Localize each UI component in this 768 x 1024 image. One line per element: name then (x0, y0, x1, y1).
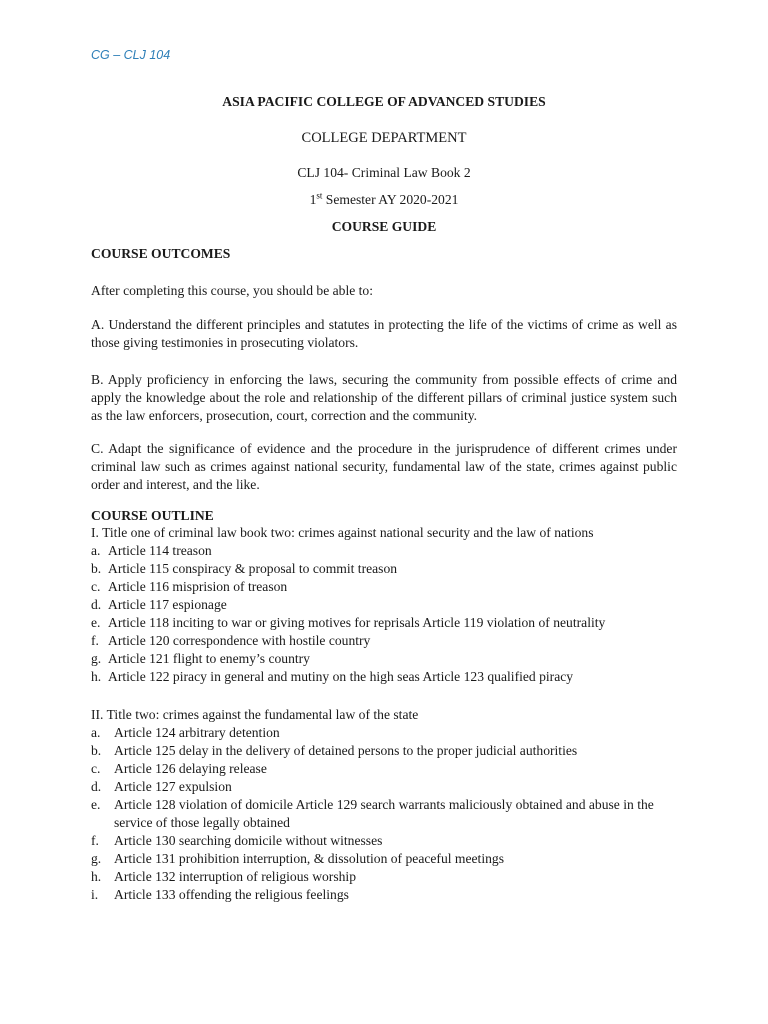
list-item (91, 850, 677, 868)
semester-text: Semester AY 2020-2021 (322, 192, 459, 207)
list-item-text: Article 118 inciting to war or giving motives for reprisals Article 119 violation of neutrality (108, 615, 606, 630)
list-item (91, 886, 677, 904)
list-item (91, 668, 677, 686)
header-course-code: CG – CLJ 104 (91, 48, 171, 62)
list-item (91, 578, 677, 596)
list-item-text: Article 132 interruption of religious worship (114, 869, 356, 884)
list-marker: g. (91, 851, 102, 866)
list-item-text: Article 116 misprision of treason (108, 579, 288, 594)
list-item-text: Article 133 offending the religious feelings (114, 887, 349, 902)
list-item-text: Article 131 prohibition interruption, & dissolution of peaceful meetings (114, 851, 504, 866)
list-item (91, 650, 677, 668)
list-item-text: Article 122 piracy in general and mutiny on the high seas Article 123 qualified piracy (108, 669, 574, 684)
list-item-text: Article 125 delay in the delivery of detained persons to the proper judicial authorities (114, 743, 578, 758)
list-marker: f. (91, 833, 99, 848)
outcome-item-a (91, 316, 677, 352)
outcome-text: Adapt the significance of evidence and the procedure in the jurisprudence of different crimes under criminal law such as crimes against national security, fundamental law of the state, crimes against public order and interest, and the like. (91, 441, 677, 492)
list-marker: e. (91, 615, 101, 630)
list-item (91, 632, 677, 650)
list-item (91, 596, 677, 614)
list-marker: b. (91, 743, 102, 758)
list-item (91, 778, 677, 796)
semester-line (0, 191, 768, 209)
list-item (91, 542, 677, 560)
outcome-text: Understand the different principles and statutes in protecting the life of the victims of crime as well as those giving testimonies in prosecuting violators. (91, 317, 677, 350)
course-title: CLJ 104- Criminal Law Book 2 (297, 165, 471, 180)
list-marker: d. (91, 597, 102, 612)
list-marker: h. (91, 669, 102, 684)
course-outcomes-heading: COURSE OUTCOMES (91, 246, 231, 261)
department-name: COLLEGE DEPARTMENT (301, 130, 467, 146)
list-item-text: Article 127 expulsion (114, 779, 232, 794)
list-marker: e. (91, 797, 101, 812)
list-item-text: Article 126 delaying release (114, 761, 267, 776)
school-name: ASIA PACIFIC COLLEGE OF ADVANCED STUDIES (222, 94, 546, 109)
outcomes-intro: After completing this course, you should be able to: (91, 283, 374, 298)
list-item (91, 760, 677, 778)
outcome-text: Apply proficiency in enforcing the laws, securing the community from possible effects of crime and apply the knowledge about the role and relationship of the different pillars of criminal justice system such as the law enforcers, prosecution, court, correction and the community. (91, 372, 677, 423)
list-item-text: Article 115 conspiracy & proposal to commit treason (108, 561, 398, 576)
list-marker: a. (91, 543, 101, 558)
title-one-label: I. Title one of criminal law book two: crimes against national security and the law of nations (91, 525, 594, 540)
list-marker: b. (91, 561, 102, 576)
list-marker: g. (91, 651, 102, 666)
outcome-marker: B. (91, 372, 104, 387)
outcome-marker: A. (91, 317, 105, 332)
list-item-text: Article 128 violation of domicile Article 129 search warrants maliciously obtained and abuse in the service of those legally obtained (114, 797, 654, 830)
outcome-item-b (91, 371, 677, 425)
outcome-marker: C. (91, 441, 104, 456)
list-item (91, 868, 677, 886)
list-item-text: Article 114 treason (108, 543, 212, 558)
title-two-label: II. Title two: crimes against the fundamental law of the state (91, 707, 419, 722)
list-marker: c. (91, 579, 101, 594)
list-item (91, 742, 677, 760)
list-item (91, 796, 677, 832)
list-item-text: Article 121 flight to enemy’s country (108, 651, 310, 666)
list-item (91, 724, 677, 742)
course-outline-heading: COURSE OUTLINE (91, 508, 214, 523)
list-marker: i. (91, 887, 99, 902)
list-marker: d. (91, 779, 102, 794)
list-item (91, 614, 677, 632)
list-item-text: Article 117 espionage (108, 597, 227, 612)
list-item-text: Article 124 arbitrary detention (114, 725, 280, 740)
list-item (91, 560, 677, 578)
list-marker: h. (91, 869, 102, 884)
list-marker: f. (91, 633, 99, 648)
list-item-text: Article 120 correspondence with hostile country (108, 633, 371, 648)
course-guide-title: COURSE GUIDE (331, 219, 437, 234)
list-marker: c. (91, 761, 101, 776)
title-two-list (91, 724, 677, 904)
outcome-item-c (91, 440, 677, 494)
semester-ordinal-suffix: st (316, 190, 323, 201)
list-item (91, 832, 677, 850)
list-item-text: Article 130 searching domicile without witnesses (114, 833, 383, 848)
list-marker: a. (91, 725, 101, 740)
semester-number: 1 (309, 192, 317, 207)
title-one-list (91, 542, 677, 686)
